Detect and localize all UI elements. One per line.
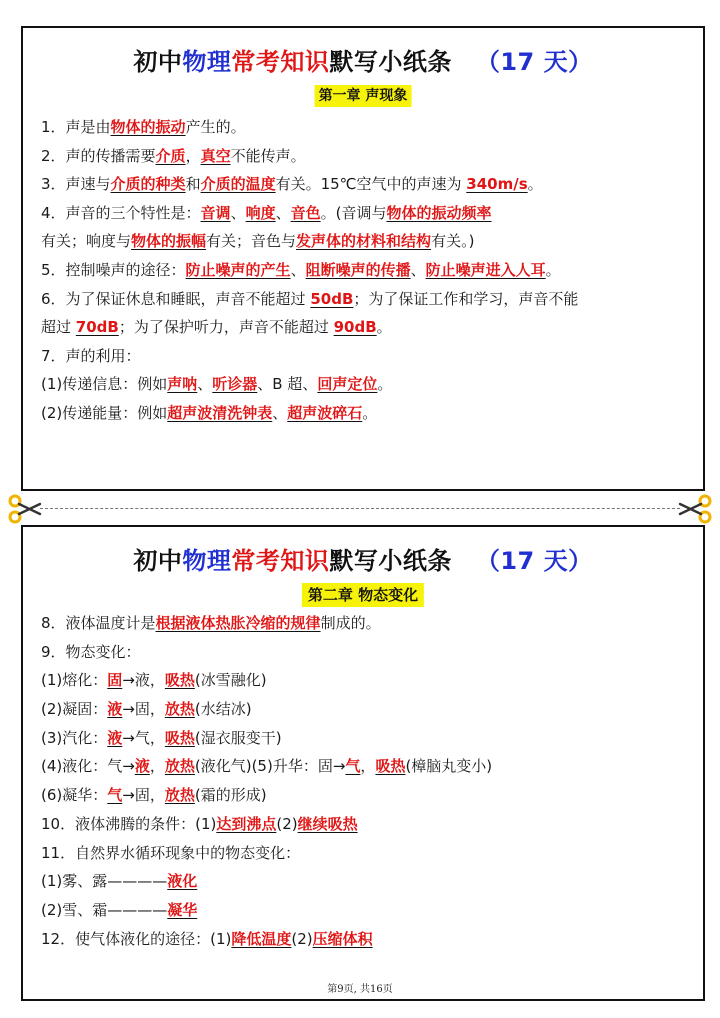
key-term: 液 (107, 700, 123, 719)
text-line (41, 399, 695, 428)
line-text: 11．自然界水循环现象中的物态变化： (41, 843, 301, 862)
cut-line (0, 494, 720, 524)
key-term: 阻断噪声的传播 (305, 260, 411, 279)
chapter-heading: 第一章 声现象 (315, 85, 412, 107)
line-text: 。(音调与 (320, 203, 387, 222)
card-title: 初中物理常考知识默写小纸条 （17 天） (133, 48, 593, 76)
text-line (41, 781, 695, 810)
line-text: 有关；音色与 (206, 232, 297, 251)
key-term: 凝华 (167, 900, 198, 919)
key-term: 介质的种类 (110, 175, 186, 194)
line-text: (水结冰) (194, 700, 252, 719)
line-text: 。 (377, 375, 393, 394)
line-text: (1)雾、露———— (41, 872, 168, 891)
line-text: 。 (545, 260, 561, 279)
line-text: 、 (197, 375, 213, 394)
line-text: 制成的。 (320, 614, 381, 632)
line-text: 、 (272, 403, 288, 422)
line-text: ；为了保证工作和学习，声音不能 (353, 289, 579, 308)
line-text: (2)凝固： (41, 700, 108, 719)
line-text: 有关。) (431, 232, 475, 251)
key-term: 超声波清洗钟表 (167, 403, 273, 422)
line-text: (2) (276, 814, 298, 833)
line-text: 有关；响度与 (41, 232, 132, 251)
key-term: 液 (134, 757, 150, 776)
text-line (41, 695, 695, 724)
key-term: 根据液体热胀冷缩的规律 (155, 614, 321, 632)
key-term: 音调 (200, 203, 231, 222)
line-text: (1)传递信息：例如 (41, 375, 168, 394)
line-text: 、B 超、 (257, 375, 318, 394)
text-line (41, 896, 695, 925)
text-line (41, 609, 695, 638)
text-line (41, 256, 695, 285)
key-term: 气 (345, 757, 361, 776)
text-line (41, 342, 695, 371)
line-text: 和 (185, 175, 201, 194)
line-text: 4．声音的三个特性是： (41, 203, 201, 222)
line-text: 5．控制噪声的途径： (41, 260, 186, 279)
line-text: 不能传声。 (230, 146, 306, 165)
line-text: 、 (410, 260, 426, 279)
key-term: 340m/s (466, 175, 528, 194)
line-text: →固， (122, 786, 165, 805)
text-line (41, 199, 695, 228)
line-text: 2．声的传播需要 (41, 146, 156, 165)
key-term: 90dB (333, 318, 377, 337)
line-text: 超过 (41, 318, 76, 337)
text-line (41, 810, 695, 839)
key-term: 液化 (167, 872, 198, 891)
page-number: 第9页, 共16页 (327, 984, 393, 995)
line-text: (6)凝华： (41, 786, 108, 805)
card-title: 初中物理常考知识默写小纸条 （17 天） (133, 547, 593, 575)
key-term: 超声波碎石 (287, 403, 363, 422)
key-term: 达到沸点 (216, 814, 277, 833)
text-line (41, 170, 695, 199)
line-text: 产生的。 (185, 118, 246, 136)
key-term: 真空 (200, 146, 231, 165)
line-text: 、 (290, 260, 306, 279)
line-text: 。 (376, 318, 392, 337)
content-lines (41, 609, 695, 953)
text-line (41, 925, 695, 954)
key-term: 防止噪声进入人耳 (425, 260, 546, 279)
key-term: 压缩体积 (312, 929, 373, 948)
line-text: 。 (527, 175, 543, 194)
key-term: 固 (107, 671, 123, 690)
text-line (41, 752, 695, 781)
line-text: 。 (362, 403, 378, 422)
line-text: →固， (122, 700, 165, 719)
line-text: 6．为了保证休息和睡眠，声音不能超过 (41, 289, 311, 308)
line-text: ， (360, 757, 376, 776)
chapter-heading: 第二章 物态变化 (302, 583, 424, 607)
key-term: 气 (107, 786, 123, 805)
line-text: (冰雪融化) (194, 671, 267, 690)
line-text: 3．声速与 (41, 175, 111, 194)
text-line (41, 867, 695, 896)
key-term: 70dB (75, 318, 119, 337)
key-term: 50dB (310, 289, 354, 308)
line-text: 12．使气体液化的途径：(1) (41, 929, 232, 948)
key-term: 继续吸热 (297, 814, 358, 833)
key-term: 物体的振动频率 (386, 203, 492, 222)
line-text: (霜的形成) (194, 786, 267, 805)
dashed-divider (40, 508, 680, 509)
text-line (41, 638, 695, 667)
line-text: (3)汽化： (41, 728, 108, 747)
line-text: →气， (122, 728, 165, 747)
line-text: (4)液化：气→ (41, 757, 135, 776)
line-text: (湿衣服变干) (194, 728, 282, 747)
content-lines (41, 113, 695, 428)
key-term: 降低温度 (231, 929, 292, 948)
line-text: 有关。15℃空气中的声速为 (275, 175, 467, 194)
key-term: 回声定位 (317, 375, 378, 394)
key-term: 放热 (164, 757, 195, 776)
line-text: ， (149, 757, 165, 776)
text-line (41, 113, 695, 142)
text-line (41, 142, 695, 171)
line-text: 、 (275, 203, 291, 222)
note-card-chapter-2 (21, 525, 705, 1001)
key-term: 放热 (164, 786, 195, 805)
key-term: 听诊器 (212, 375, 258, 394)
line-text: (2)雪、霜———— (41, 900, 168, 919)
key-term: 液 (107, 728, 123, 747)
text-line (41, 666, 695, 695)
line-text: (1)熔化： (41, 671, 108, 690)
key-term: 物体的振动 (110, 118, 186, 136)
line-text: ， (185, 146, 201, 165)
key-term: 介质的温度 (200, 175, 276, 194)
key-term: 物体的振幅 (131, 232, 207, 251)
key-term: 吸热 (164, 728, 195, 747)
line-text: →液， (122, 671, 165, 690)
line-text: 10．液体沸腾的条件：(1) (41, 814, 217, 833)
key-term: 发声体的材料和结构 (296, 232, 432, 251)
text-line (41, 227, 695, 256)
key-term: 吸热 (164, 671, 195, 690)
line-text: ；为了保护听力，声音不能超过 (118, 318, 334, 337)
line-text: (2) (291, 929, 313, 948)
key-term: 声呐 (167, 375, 198, 394)
line-text: 8．液体温度计是 (41, 614, 156, 632)
key-term: 音色 (290, 203, 321, 222)
text-line (41, 839, 695, 868)
key-term: 放热 (164, 700, 195, 719)
scissors-icon (8, 494, 42, 524)
line-text: 1．声是由 (41, 118, 111, 136)
scissors-icon (678, 494, 712, 524)
line-text: (樟脑丸变小) (405, 757, 493, 776)
key-term: 介质 (155, 146, 186, 165)
text-line (41, 313, 695, 342)
key-term: 防止噪声的产生 (185, 260, 291, 279)
text-line (41, 370, 695, 399)
line-text: (2)传递能量：例如 (41, 403, 168, 422)
key-term: 吸热 (375, 757, 406, 776)
line-text: 、 (230, 203, 246, 222)
line-text: (液化气)(5)升华：固→ (194, 757, 346, 776)
note-card-chapter-1 (21, 26, 705, 491)
line-text: 7．声的利用： (41, 346, 141, 365)
text-line (41, 285, 695, 314)
key-term: 响度 (245, 203, 276, 222)
line-text: 9．物态变化： (41, 642, 141, 661)
text-line (41, 724, 695, 753)
